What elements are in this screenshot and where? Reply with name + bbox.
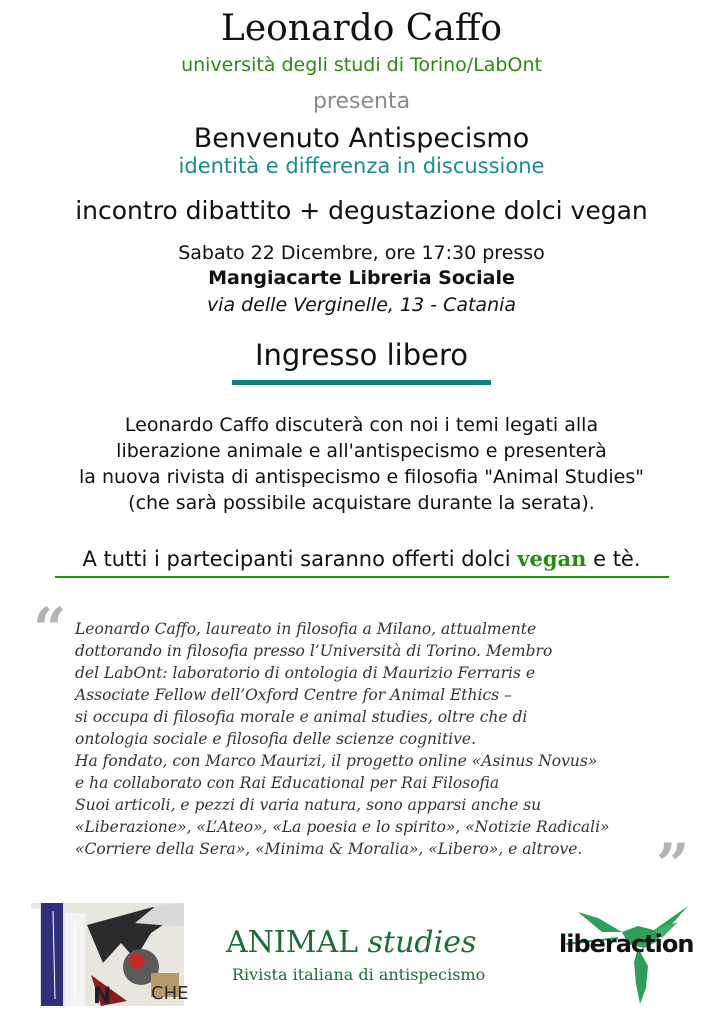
entry-underline	[232, 380, 491, 385]
presenta-label: presenta	[312, 89, 411, 114]
libreria-sociale-logo	[31, 903, 189, 1009]
event-subtitle: identità e differenza in discussione	[178, 154, 545, 178]
animal-studies-title	[226, 925, 476, 960]
description-line: liberazione animale e all'antispecismo e presenterà	[116, 440, 607, 462]
speaker-bio	[75, 618, 705, 860]
bio-line: dottorando in filosofia presso l’Università di Torino. Membro	[75, 642, 553, 660]
bio-line: «Corriere della Sera», «Minima & Moralia», «Libero», e altrove.	[75, 840, 583, 858]
event-title: Benvenuto Antispecismo	[193, 123, 530, 154]
bio-line: si occupa di filosofia morale e animal studies, oltre che di	[75, 708, 528, 726]
event-type: incontro dibattito + degustazione dolci vegan	[75, 196, 648, 225]
offer-underline	[55, 576, 669, 578]
svg-text:CHE: CHE	[151, 983, 189, 1004]
bio-line: e ha collaborato con Rai Educational per Rai Filosofia	[75, 774, 500, 792]
description-line: (che sarà possibile acquistare durante la serata).	[128, 492, 595, 514]
event-date: Sabato 22 Dicembre, ore 17:30 presso	[178, 242, 545, 264]
animal-studies-title-a: ANIMAL	[226, 925, 359, 960]
bio-line: del LabOnt: laboratorio di ontologia di Maurizio Ferraris e	[75, 664, 536, 682]
bio-line: Ha fondato, con Marco Maurizi, il progetto online «Asinus Novus»	[75, 752, 598, 770]
bio-line: Leonardo Caffo, laureato in filosofia a Milano, attualmente	[75, 620, 537, 638]
bio-line: Suoi articoli, e pezzi di varia natura, sono apparsi anche su	[75, 796, 542, 814]
description-line: Leonardo Caffo discuterà con noi i temi legati alla	[124, 414, 599, 436]
offer-text-after: e tè.	[586, 547, 641, 571]
bio-line: ontologia sociale e filosofia delle scienze cognitive.	[75, 730, 476, 748]
liberaction-wordmark: liberaction	[559, 930, 694, 958]
svg-text:N: N	[93, 984, 112, 1009]
speaker-affiliation: università degli studi di Torino/LabOnt	[181, 54, 542, 76]
liberaction-logo	[558, 904, 694, 1004]
animal-studies-subtitle: Rivista italiana di antispecismo	[232, 965, 486, 984]
offer-line	[0, 546, 723, 571]
speaker-name: Leonardo Caffo	[220, 8, 503, 49]
vegan-highlight: vegan	[517, 546, 587, 571]
description-line: la nuova rivista di antispecismo e filosofia "Animal Studies"	[79, 466, 644, 488]
offer-text-before: A tutti i partecipanti saranno offerti dolci	[82, 547, 518, 571]
event-venue: Mangiacarte Libreria Sociale	[208, 267, 515, 289]
entry-label: Ingresso libero	[254, 338, 469, 372]
bio-line: «Liberazione», «L’Ateo», «La poesia e lo spirito», «Notizie Radicali»	[75, 818, 610, 836]
close-quote-icon: ”	[656, 831, 690, 899]
animal-studies-logo	[226, 925, 516, 990]
libreria-logo-artwork	[31, 903, 189, 1009]
bio-line: Associate Fellow dell’Oxford Centre for Animal Ethics –	[75, 686, 512, 704]
open-quote-icon: “	[33, 595, 67, 663]
animal-studies-title-b: studies	[367, 925, 477, 960]
event-address: via delle Verginelle, 13 - Catania	[206, 294, 517, 316]
